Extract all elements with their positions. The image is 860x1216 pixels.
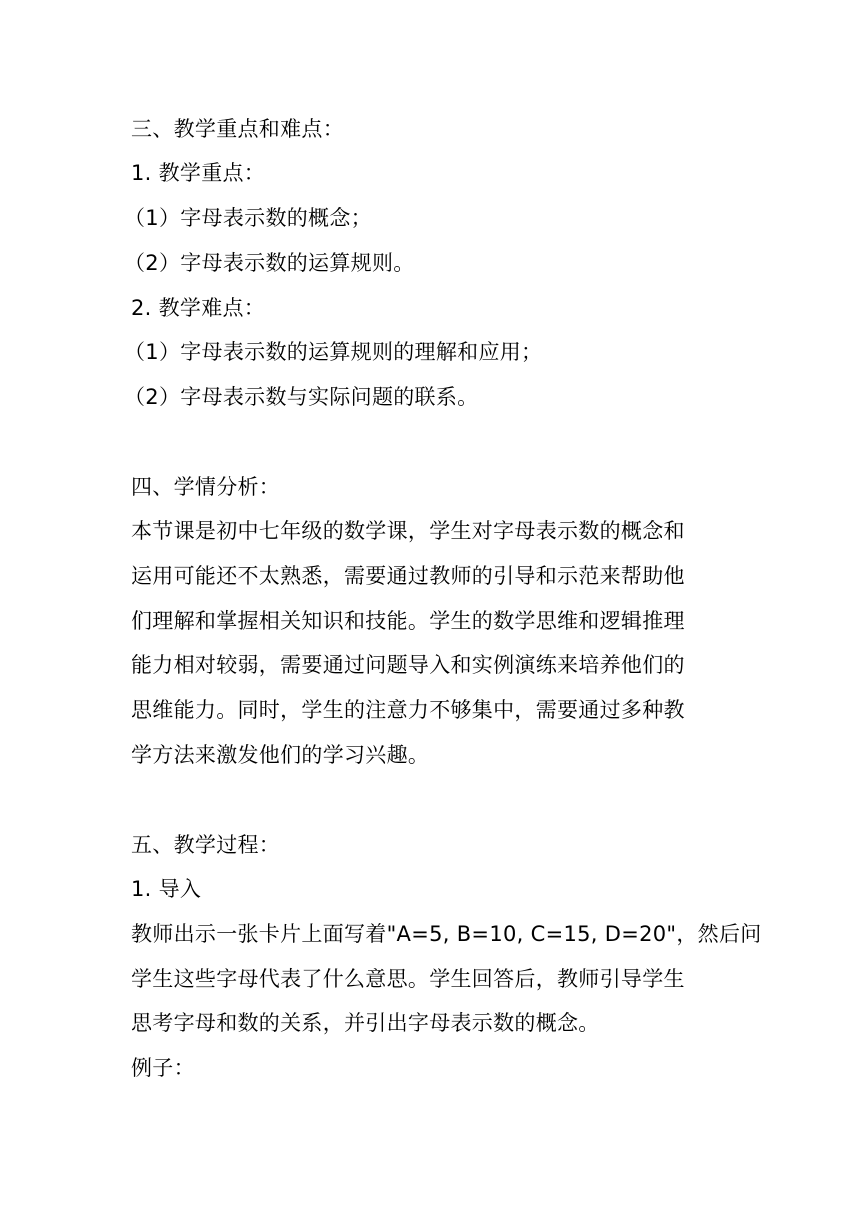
key-points-heading: 1. 教学重点： (131, 161, 266, 185)
difficulties-heading: 2. 教学难点： (131, 296, 266, 320)
intro-line-3: 思考字母和数的关系，并引出字母表示数的概念。 (131, 1011, 600, 1035)
analysis-line-3: 们理解和掌握相关知识和技能。学生的数学思维和逻辑推理 (131, 609, 685, 633)
analysis-line-2: 运用可能还不太熟悉，需要通过教师的引导和示范来帮助他 (131, 564, 685, 588)
analysis-line-6: 学方法来激发他们的学习兴趣。 (131, 743, 430, 767)
key-point-1: （1）字母表示数的概念； (124, 206, 372, 230)
difficulty-2: （2）字母表示数与实际问题的联系。 (124, 385, 479, 409)
analysis-line-4: 能力相对较弱，需要通过问题导入和实例演练来培养他们的 (131, 653, 685, 677)
section3-heading: 三、教学重点和难点： (131, 117, 344, 141)
intro-line-1: 教师出示一张卡片上面写着"A=5, B=10, C=15, D=20"，然后问 (131, 922, 762, 946)
section5-heading: 五、教学过程： (131, 833, 281, 857)
analysis-line-1: 本节课是初中七年级的数学课，学生对字母表示数的概念和 (131, 519, 685, 543)
key-point-2: （2）字母表示数的运算规则。 (124, 251, 415, 275)
section4-heading: 四、学情分析： (131, 475, 281, 499)
analysis-line-5: 思维能力。同时，学生的注意力不够集中，需要通过多种教 (131, 698, 685, 722)
intro-line-2: 学生这些字母代表了什么意思。学生回答后，教师引导学生 (131, 967, 685, 991)
difficulty-1: （1）字母表示数的运算规则的理解和应用； (124, 340, 543, 364)
intro-step-heading: 1. 导入 (131, 877, 202, 901)
example-label: 例子： (131, 1056, 195, 1080)
